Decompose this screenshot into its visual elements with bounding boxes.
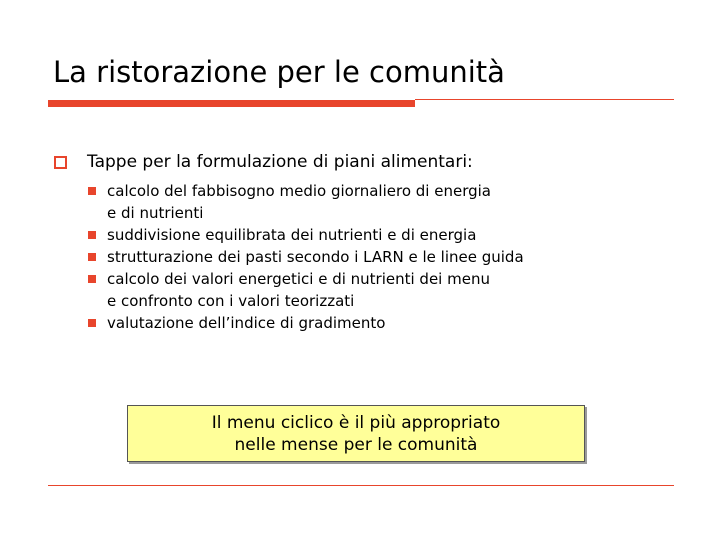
title-underline-thin	[415, 99, 674, 100]
filled-square-bullet-icon	[88, 231, 96, 239]
main-bullet	[54, 150, 473, 174]
callout-box: Il menu ciclico è il più appropriato nelle mense per le comunità	[127, 405, 585, 462]
title-underline-accent	[48, 100, 415, 107]
filled-square-bullet-icon	[88, 253, 96, 261]
list-item-text: suddivisione equilibrata dei nutrienti e di energia	[107, 226, 477, 244]
list-item-text: strutturazione dei pasti secondo i LARN e le linee guida	[107, 248, 524, 266]
list-item	[88, 268, 524, 312]
filled-square-bullet-icon	[88, 275, 96, 283]
footer-rule	[48, 485, 674, 486]
list-item-text: calcolo dei valori energetici e di nutrienti dei menu e confronto con i valori teorizzati	[107, 270, 490, 310]
list-item	[88, 312, 524, 334]
list-item	[88, 246, 524, 268]
sub-bullet-list	[88, 180, 524, 334]
list-item-text: calcolo del fabbisogno medio giornaliero di energia e di nutrienti	[107, 182, 491, 222]
slide-title: La ristorazione per le comunità	[53, 55, 505, 89]
list-item	[88, 180, 524, 224]
filled-square-bullet-icon	[88, 187, 96, 195]
list-item-text: valutazione dell’indice di gradimento	[107, 314, 386, 332]
filled-square-bullet-icon	[88, 319, 96, 327]
main-bullet-text: Tappe per la formulazione di piani alimentari:	[87, 152, 473, 172]
list-item	[88, 224, 524, 246]
hollow-square-bullet-icon	[54, 156, 67, 169]
